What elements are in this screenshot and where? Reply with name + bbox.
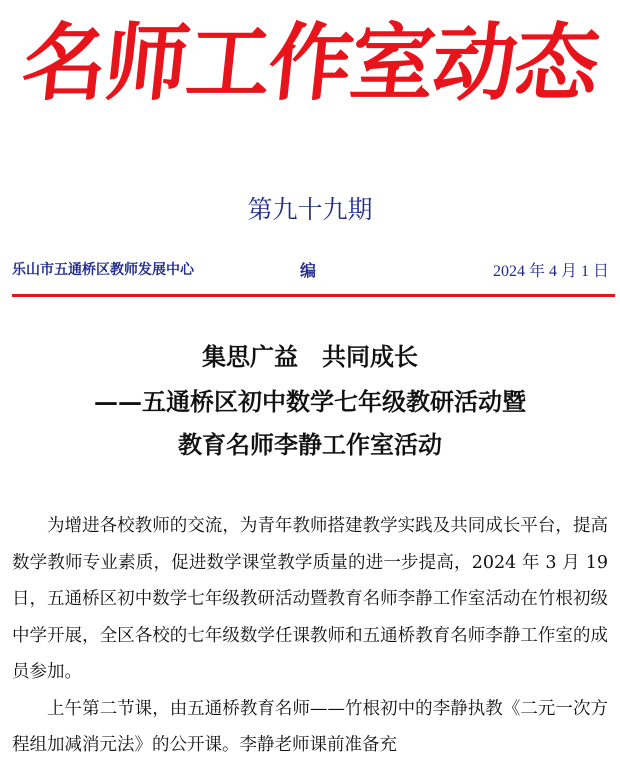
issue-date: 2024 年 4 月 1 日 — [492, 263, 609, 280]
article-headline: 集思广益 共同成长 — [202, 342, 418, 371]
editor-line — [0, 257, 620, 283]
article-subheadline: ——五通桥区初中数学七年级教研活动暨 — [94, 387, 526, 416]
article-subheadline-2: 教育名师李静工作室活动 — [178, 430, 442, 459]
article-paragraph: 上午第二节课，由五通桥教育名师——竹根初中的李静执教《二元一次方程组加减消元法》的公开课。李静老师课前准备充 — [12, 698, 608, 755]
article-paragraph: 为增进各校教师的交流，为青年教师搭建教学实践及共同成长平台，提高数学教师专业素质，促进数学课堂教学质量的进一步提高，2024 年 3 月 19 日，五通桥区初中数学七年级教研活动暨教育名师李静工作室活动在竹根初级中学开展，全区各校的七年级数学任课教师和五通桥教育名师李静工作室的成员参加。 — [12, 516, 608, 682]
issue-number: 第九十九期 — [247, 195, 373, 224]
red-divider — [12, 294, 615, 297]
article-body — [12, 508, 608, 764]
edit-mark: 编 — [300, 261, 317, 280]
publisher-name: 乐山市五通桥区教师发展中心 — [12, 262, 194, 278]
masthead-title: 名师工作室动态 — [17, 14, 603, 112]
